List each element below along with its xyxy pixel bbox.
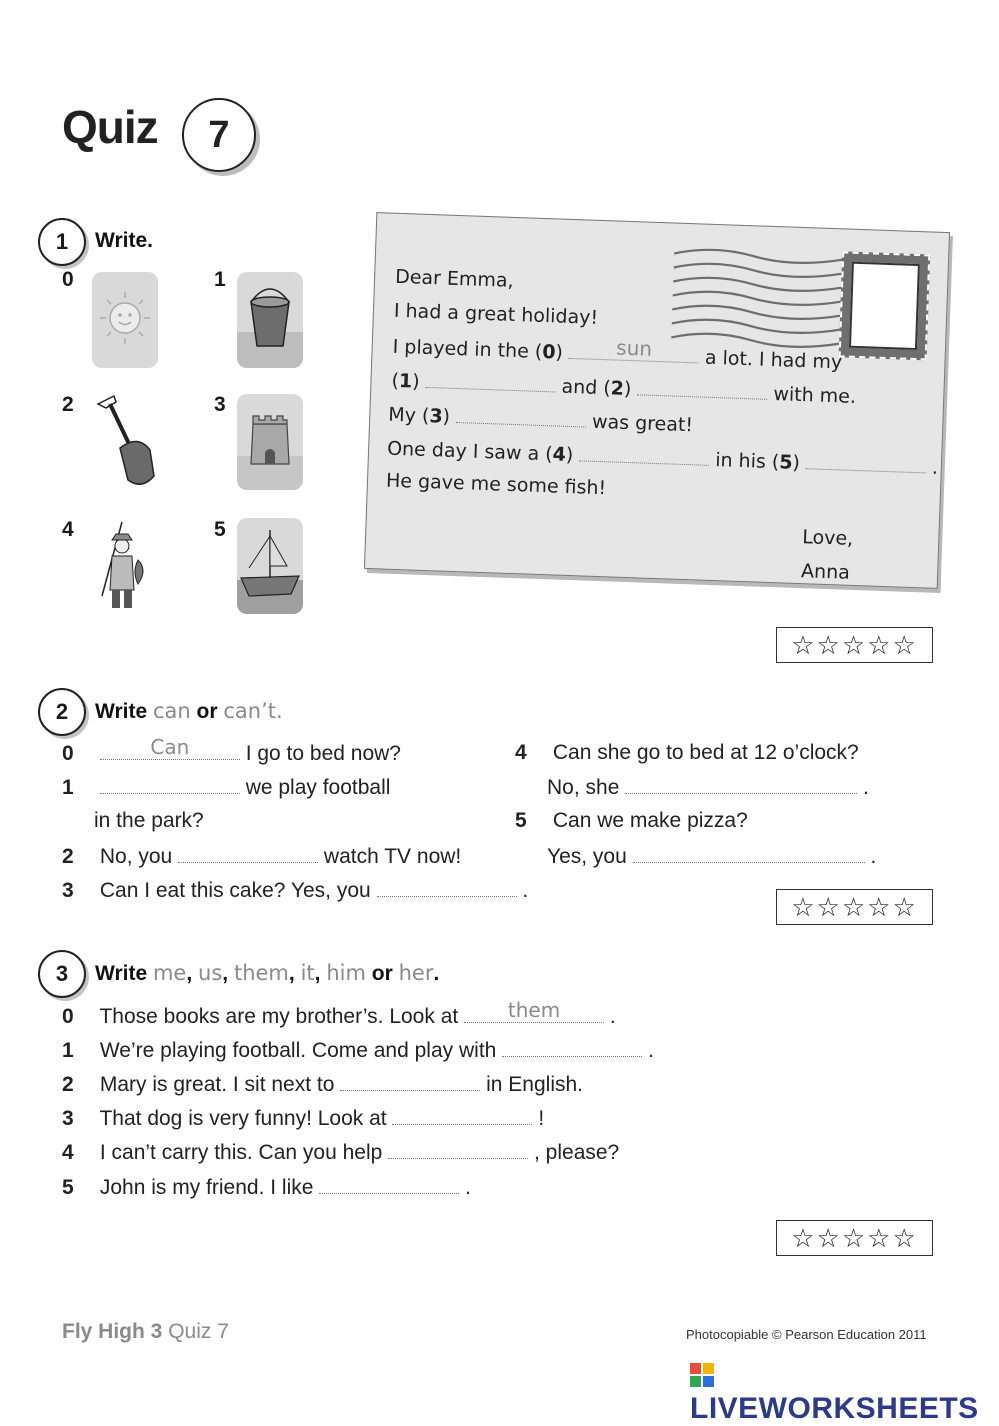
s2-blank-0 [100, 735, 240, 760]
score-stars-2: ☆☆☆☆☆ [776, 889, 933, 925]
s2-blank-5[interactable] [633, 844, 865, 863]
section-1-instruction: Write. [95, 229, 153, 252]
section-3-instruction: Write me, us, them, it, him or her. [95, 961, 440, 985]
sandcastle-icon [237, 394, 303, 490]
picture-number-2: 2 [62, 393, 74, 416]
s2-item-5: 5 Can we make pizza? [515, 809, 748, 832]
s2-item-2: 2 No, you watch TV now! [62, 845, 462, 868]
section-3-number: 3 [38, 950, 86, 998]
s2-item-4: 4 Can she go to bed at 12 o’clock? [515, 741, 859, 764]
quiz-number-badge: 7 [182, 98, 256, 172]
s2-blank-4[interactable] [625, 775, 857, 794]
boat-picture [237, 518, 303, 614]
s2-blank-2[interactable] [178, 844, 318, 863]
s3-blank-3[interactable] [392, 1106, 532, 1125]
score-stars-1: ☆☆☆☆☆ [776, 627, 933, 663]
spade-icon [92, 394, 158, 490]
s3-item-2: 2 Mary is great. I sit next to in English. [62, 1073, 584, 1096]
s3-blank-1[interactable] [502, 1038, 642, 1057]
picture-number-0: 0 [62, 268, 74, 291]
s2-item-1-cont: in the park? [94, 809, 204, 832]
postcard-line-2: I played in the (0) sun a lot. I had my [392, 335, 843, 374]
page-title: Quiz [62, 101, 158, 153]
s2-blank-1[interactable] [100, 775, 240, 794]
bucket-picture [237, 272, 303, 368]
picture-number-4: 4 [62, 518, 74, 541]
s2-answer-0: Can [150, 735, 190, 759]
postcard-line-1: I had a great holiday! [393, 299, 599, 329]
s3-item-3: 3 That dog is very funny! Look at ! [62, 1107, 545, 1130]
section-2-instruction: Write can or can’t. [95, 699, 283, 723]
sun-picture [92, 272, 158, 368]
section-1-number: 1 [38, 218, 86, 266]
postcard-line-5: One day I saw a (4) in his (5) . [386, 437, 939, 479]
s3-item-5: 5 John is my friend. I like . [62, 1176, 471, 1199]
footer-copyright: Photocopiable © Pearson Education 2011 [686, 1327, 927, 1342]
s2-item-1: 1 we play football [62, 776, 391, 799]
postcard-closing: Love, [801, 526, 854, 550]
postcard-signature: Anna [800, 560, 851, 584]
blank-0 [569, 335, 700, 364]
postcard-line-3: (1) and (2) with me. [391, 369, 857, 408]
postcard-greeting: Dear Emma, [394, 265, 515, 292]
picture-number-5: 5 [214, 518, 226, 541]
spade-picture [92, 394, 158, 490]
postcard-line-4: My (3) was great! [387, 403, 694, 437]
liveworksheets-logo-icon [690, 1363, 714, 1387]
stamp [839, 251, 931, 360]
s3-blank-0 [464, 998, 604, 1023]
boat-icon [237, 518, 303, 614]
s2-item-3: 3 Can I eat this cake? Yes, you . [62, 879, 529, 902]
blank-1[interactable] [425, 369, 556, 393]
bucket-icon [237, 272, 303, 368]
sun-icon [92, 272, 158, 368]
s2-item-5-cont: Yes, you . [547, 845, 877, 868]
s3-blank-2[interactable] [340, 1072, 480, 1091]
s3-item-1: 1 We’re playing football. Come and play with . [62, 1039, 654, 1062]
fisherman-icon [92, 516, 158, 612]
s2-item-4-cont: No, she . [547, 776, 869, 799]
sandcastle-picture [237, 394, 303, 490]
blank-3[interactable] [456, 404, 587, 428]
s3-blank-4[interactable] [388, 1140, 528, 1159]
s2-blank-3[interactable] [377, 878, 517, 897]
fisherman-picture [92, 516, 158, 612]
liveworksheets-brand[interactable]: LIVEWORKSHEETS [690, 1358, 999, 1426]
s2-item-0: 0 Can I go to bed now? [62, 735, 401, 765]
answer-0: sun [615, 335, 653, 361]
blank-2[interactable] [637, 376, 768, 400]
postcard-line-6: He gave me some fish! [385, 469, 607, 500]
score-stars-3: ☆☆☆☆☆ [776, 1220, 933, 1256]
postcard [364, 212, 950, 589]
picture-number-1: 1 [214, 268, 226, 291]
footer-book-title: Fly High 3 Quiz 7 [62, 1320, 229, 1343]
s3-answer-0: them [507, 998, 561, 1022]
blank-5[interactable] [806, 450, 927, 473]
s3-blank-5[interactable] [319, 1175, 459, 1194]
section-2-number: 2 [38, 688, 86, 736]
s3-item-0: 0 Those books are my brother’s. Look at them . [62, 998, 616, 1028]
blank-4[interactable] [579, 442, 710, 466]
s3-item-4: 4 I can’t carry this. Can you help , please? [62, 1141, 620, 1164]
picture-number-3: 3 [214, 393, 226, 416]
